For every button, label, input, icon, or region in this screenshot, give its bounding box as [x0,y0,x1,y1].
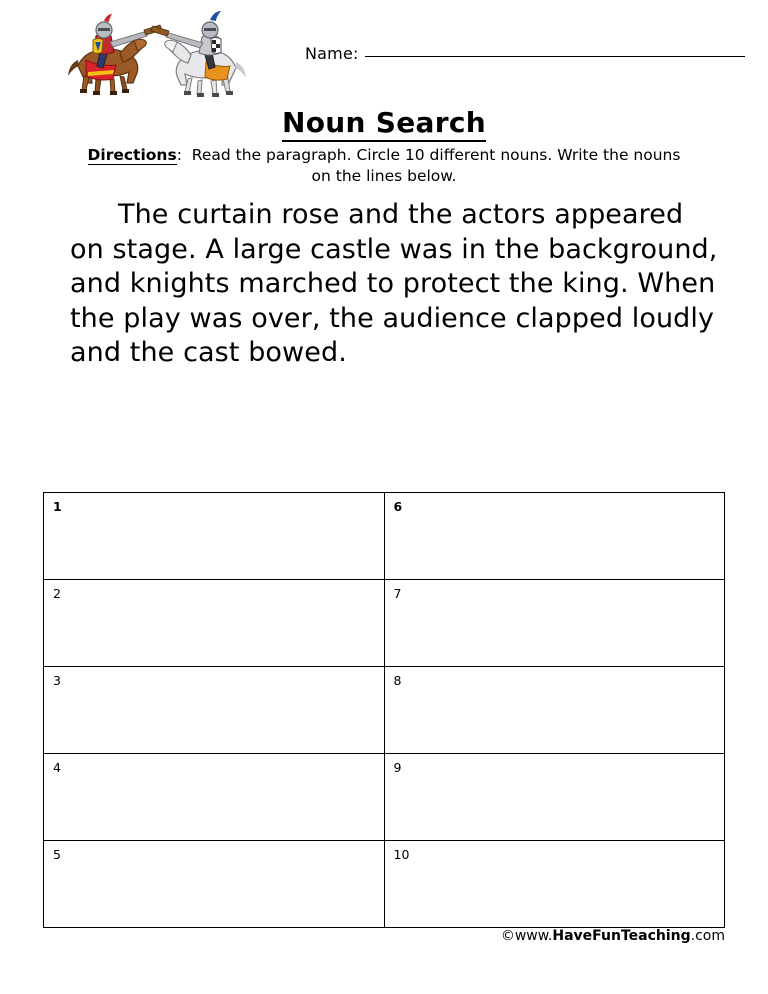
directions-line-2: on the lines below. [311,166,457,185]
page-title-text: Noun Search [282,106,486,142]
answer-cell-1[interactable]: 1 [44,493,385,580]
footer-credit [0,928,725,944]
directions-label: Directions [87,146,177,164]
name-field[interactable] [305,44,745,63]
answer-cell-10[interactable]: 10 [384,841,725,928]
reading-paragraph: The curtain rose and the actors appeared on stage. A large castle was in the background, and knights marched to protect the king. When the play was over, the audience clapped loudly and the cast bowed. [70,199,718,369]
answer-cell-8[interactable]: 8 [384,667,725,754]
name-label: Name: [305,44,359,63]
directions-colon: : [176,146,182,164]
directions-line-1: Read the paragraph. Circle 10 different nouns. Write the nouns [191,146,681,164]
table-row [44,754,725,841]
name-write-line[interactable] [365,56,745,57]
answer-cell-5[interactable]: 5 [44,841,385,928]
jousting-knights-illustration [60,8,250,100]
answer-cell-3[interactable]: 3 [44,667,385,754]
footer-copyright: ©www. [500,928,553,944]
answer-table [43,492,725,928]
table-row [44,667,725,754]
footer-brand: HaveFunTeaching [552,928,691,944]
table-row [44,841,725,928]
answer-cell-9[interactable]: 9 [384,754,725,841]
table-row [44,580,725,667]
answer-cell-2[interactable]: 2 [44,580,385,667]
page-title [0,106,768,139]
answer-cell-7[interactable]: 7 [384,580,725,667]
page-header [0,0,768,100]
answer-cell-4[interactable]: 4 [44,754,385,841]
table-row [44,493,725,580]
footer-tld: .com [690,928,725,944]
answer-cell-6[interactable]: 6 [384,493,725,580]
directions [42,145,726,187]
